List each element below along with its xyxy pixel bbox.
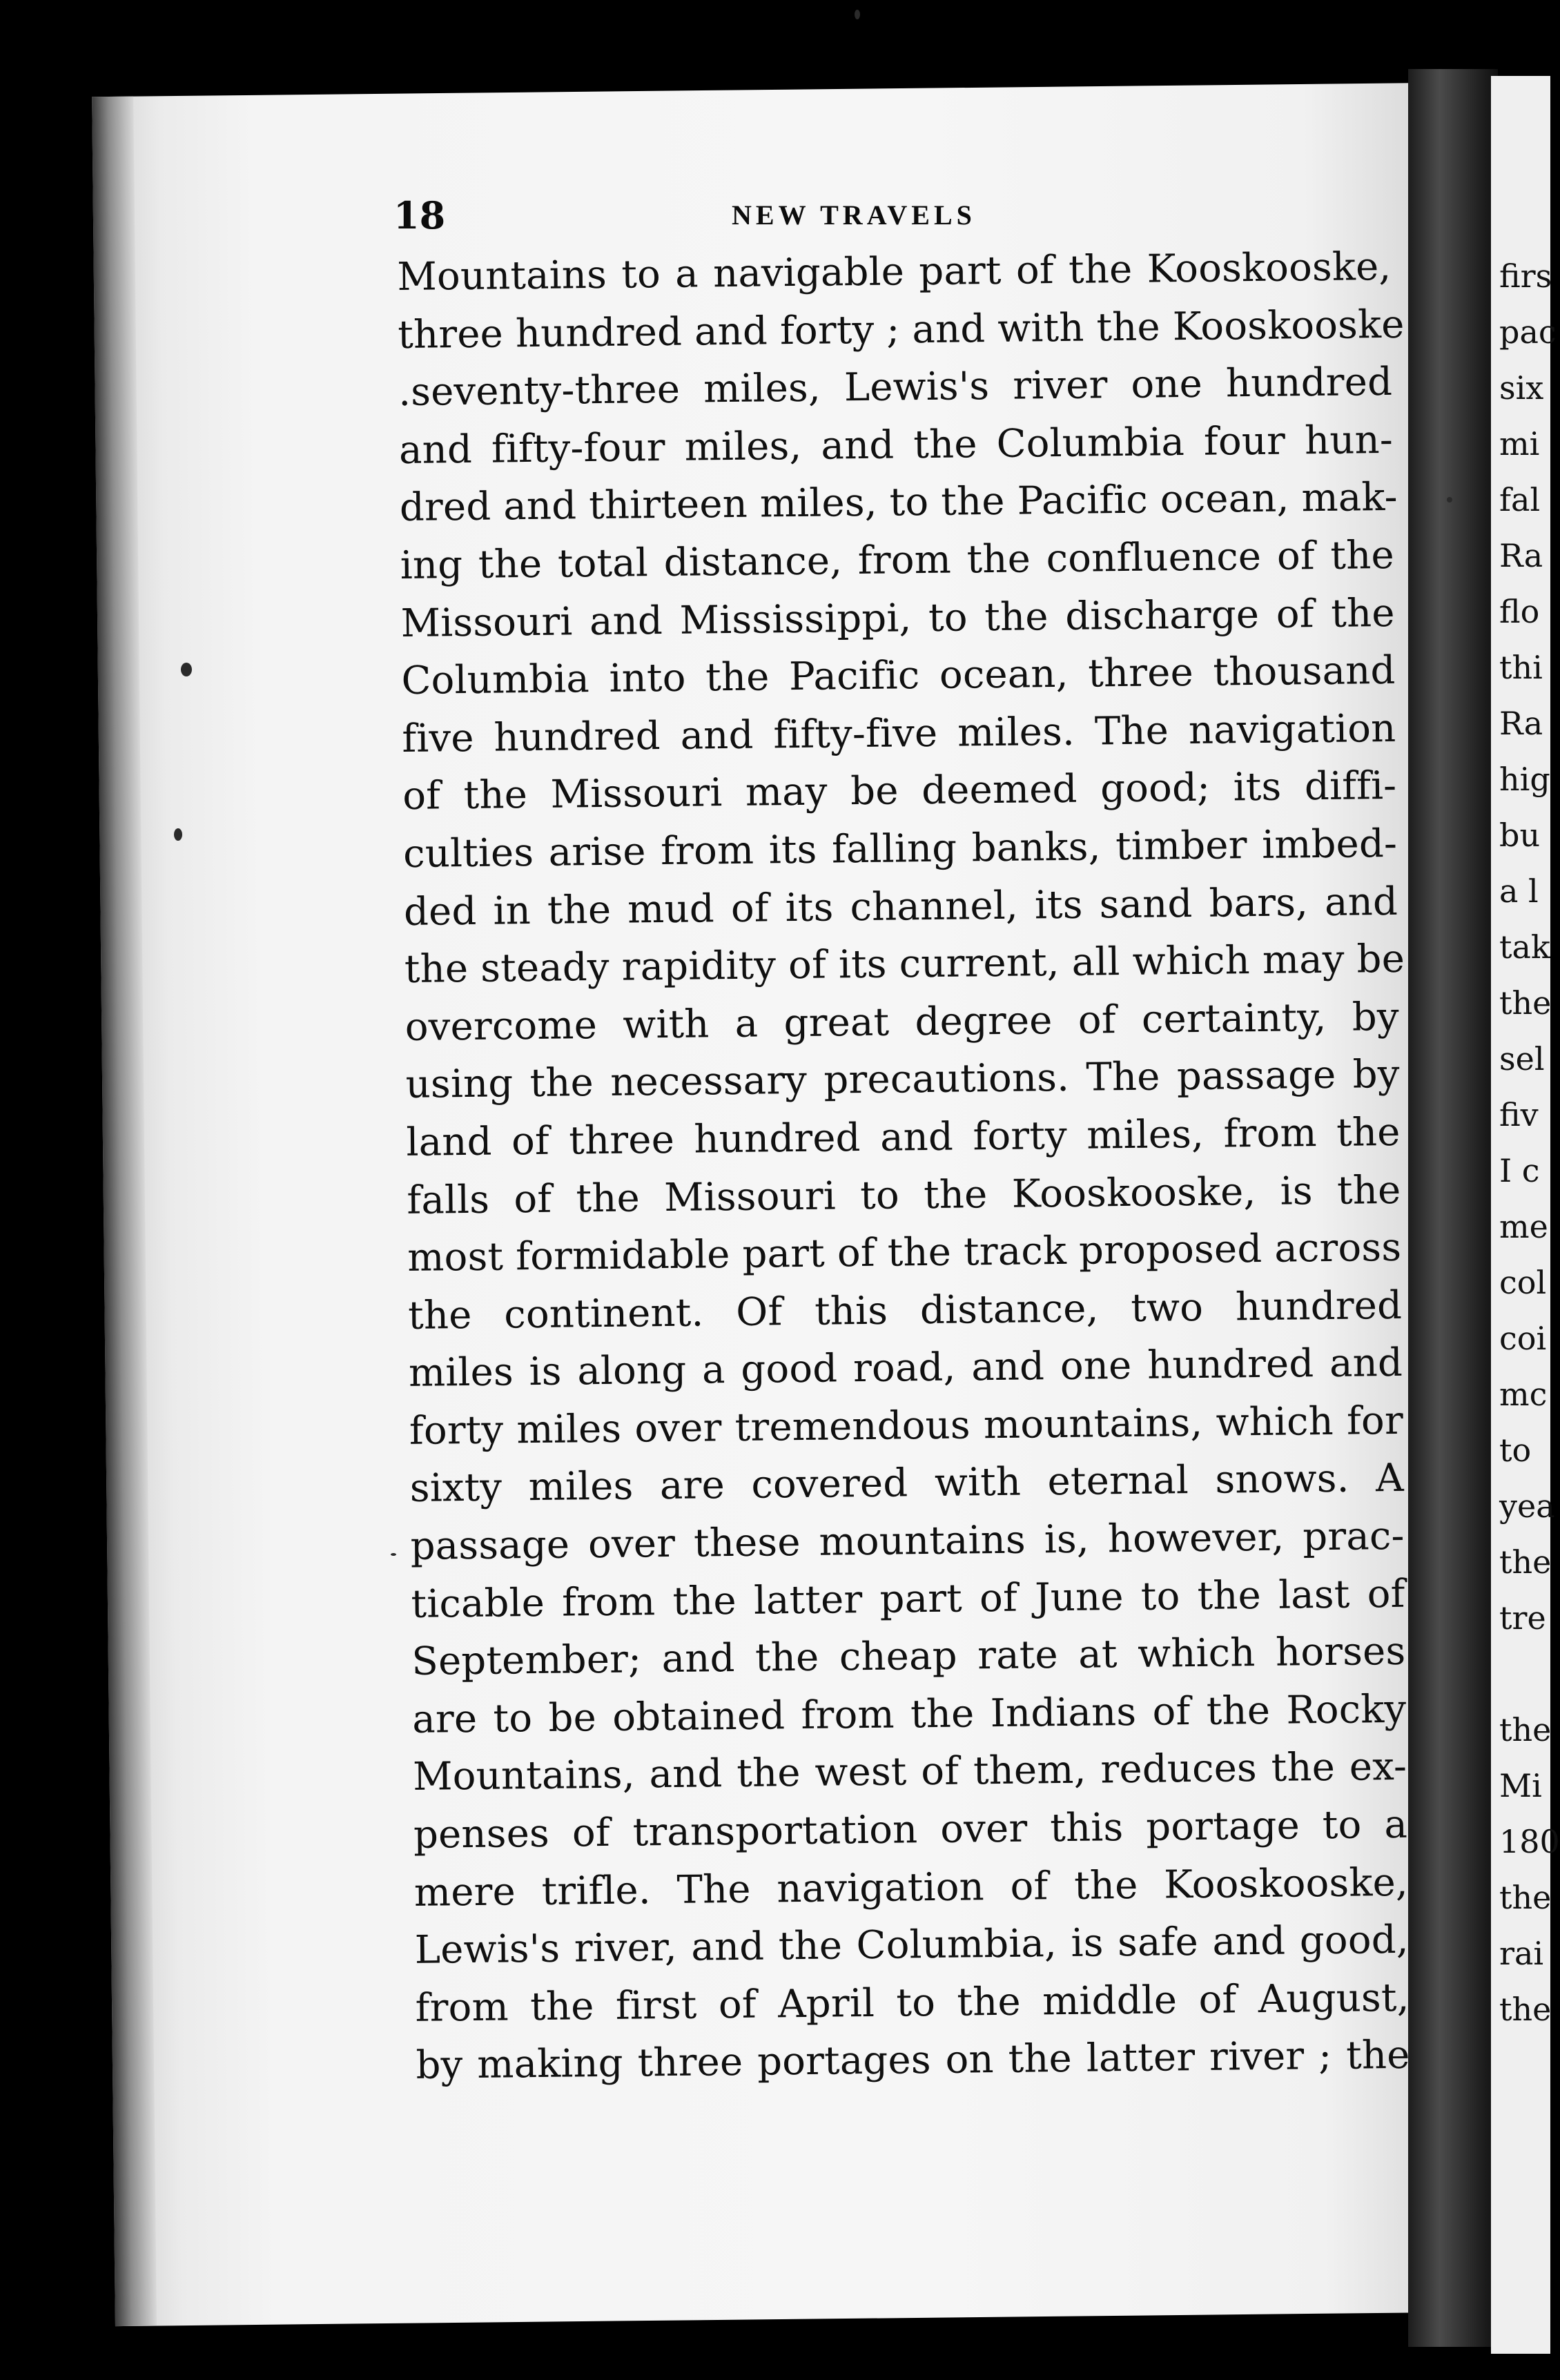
facing-page-fragment: Ra — [1499, 705, 1543, 742]
text-line: miles is along a good road, and one hundred and — [408, 1340, 1403, 1396]
facing-page-fragment: the — [1499, 1879, 1552, 1916]
facing-page-text-fragments — [1499, 248, 1560, 2038]
facing-page-fragment — [1499, 1646, 1550, 1702]
text-line: the continent. Of this distance, two hundred — [407, 1282, 1403, 1338]
facing-page-fragment: the — [1499, 984, 1552, 1022]
scan-speck — [391, 1553, 396, 1556]
facing-page-fragment: col — [1499, 1264, 1547, 1301]
facing-page-fragment: pac — [1499, 313, 1557, 351]
facing-page-fragment: mi — [1499, 425, 1540, 462]
text-line: mere trifle. The navigation of the Kooskooske, — [413, 1860, 1409, 1915]
facing-page-fragment: fal — [1499, 481, 1541, 518]
text-line: culties arise from its falling banks, timber imbed- — [402, 821, 1398, 877]
facing-page-fragment: the — [1499, 1543, 1552, 1581]
scan-speck — [181, 663, 192, 676]
text-line: dred and thirteen miles, to the Pacific ocean, mak- — [399, 475, 1398, 531]
facing-page-fragment: flo — [1499, 593, 1540, 630]
facing-page-fragment: a l — [1499, 872, 1539, 910]
facing-page-fragment: fiv — [1499, 1096, 1539, 1133]
facing-page-fragment: the — [1499, 1711, 1552, 1748]
facing-page-fragment: thi — [1499, 649, 1543, 686]
text-line: Lewis's river, and the Columbia, is safe and good, — [414, 1918, 1410, 1973]
text-line: Mountains to a navigable part of the Kooskooske, — [397, 244, 1392, 300]
text-line: falls of the Missouri to the Kooskooske, is the — [407, 1167, 1401, 1223]
text-line: passage over these mountains is, however, prac- — [410, 1513, 1405, 1569]
facing-page-fragment: I c — [1499, 1152, 1540, 1189]
facing-page-fragment: me — [1499, 1208, 1548, 1245]
text-line: and fifty-four miles, and the Columbia four hun- — [398, 417, 1394, 473]
text-line: three hundred and forty ; and with the Kooskooske — [397, 302, 1405, 358]
scan-speck — [1447, 497, 1452, 503]
text-line: Missouri and Mississippi, to the discharge of the — [400, 590, 1395, 646]
facing-page-fragment: tre — [1499, 1599, 1546, 1637]
running-head: NEW TRAVELS — [732, 199, 976, 231]
text-line: using the necessary precautions. The passage by — [405, 1052, 1400, 1108]
facing-page-fragment: Mi — [1499, 1767, 1542, 1804]
facing-page-fragment: 180 — [1499, 1823, 1560, 1860]
page-edge-shadow — [92, 97, 157, 2326]
text-line: the steady rapidity of its current, all which may be — [404, 936, 1405, 993]
text-line: are to be obtained from the Indians of the Rocky — [411, 1686, 1407, 1742]
text-line: five hundred and fifty-five miles. The navigation — [402, 705, 1396, 761]
facing-page-fragment: tak — [1499, 928, 1550, 966]
text-line: ing the total distance, from the confluence of the — [400, 532, 1395, 588]
facing-page-fragment: Ra — [1499, 537, 1543, 574]
text-line: Mountains, and the west of them, reduces the ex- — [412, 1744, 1407, 1800]
page-number: 18 — [393, 193, 446, 237]
facing-page-fragment: sel — [1499, 1040, 1545, 1077]
text-line: ded in the mud of its channel, its sand bars, and — [403, 879, 1398, 935]
text-line: .seventy-three miles, Lewis's river one hundred — [398, 360, 1393, 416]
text-line: penses of transportation over this portage to a — [413, 1802, 1408, 1857]
text-line: ticable from the latter part of June to the last of — [411, 1571, 1405, 1627]
text-line: from the first of April to the middle of August, — [415, 1975, 1410, 2031]
facing-page-fragment: rai — [1499, 1935, 1544, 1972]
scan-speck — [855, 10, 860, 19]
facing-page-fragment: coi — [1499, 1320, 1547, 1357]
text-line: forty miles over tremendous mountains, which for — [409, 1398, 1404, 1454]
facing-page-fragment: firs — [1499, 257, 1552, 295]
facing-page-fragment: the — [1499, 1991, 1552, 2028]
facing-page-fragment: hig — [1499, 761, 1550, 798]
facing-page-fragment: yea — [1499, 1488, 1555, 1525]
text-line: by making three portages on the latter river ; the — [416, 2033, 1410, 2089]
facing-page-fragment: to — [1499, 1432, 1532, 1469]
text-line: overcome with a great degree of certainty, by — [404, 994, 1400, 1050]
scan-speck — [174, 828, 182, 841]
text-line: of the Missouri may be deemed good; its diffi- — [402, 763, 1397, 819]
book-gutter — [1408, 69, 1498, 2347]
text-line: Columbia into the Pacific ocean, three thousand — [401, 648, 1396, 704]
text-line: sixty miles are covered with eternal snows. A — [409, 1456, 1405, 1512]
text-line: September; and the cheap rate at which horses — [411, 1629, 1406, 1685]
facing-page-fragment: six — [1499, 369, 1544, 407]
facing-page-fragment: bu — [1499, 817, 1541, 854]
facing-page-fragment: mc — [1499, 1376, 1548, 1413]
body-text — [397, 238, 1410, 2095]
text-line: land of three hundred and forty miles, from the — [406, 1109, 1401, 1165]
text-line: most formidable part of the track proposed across — [407, 1225, 1402, 1281]
